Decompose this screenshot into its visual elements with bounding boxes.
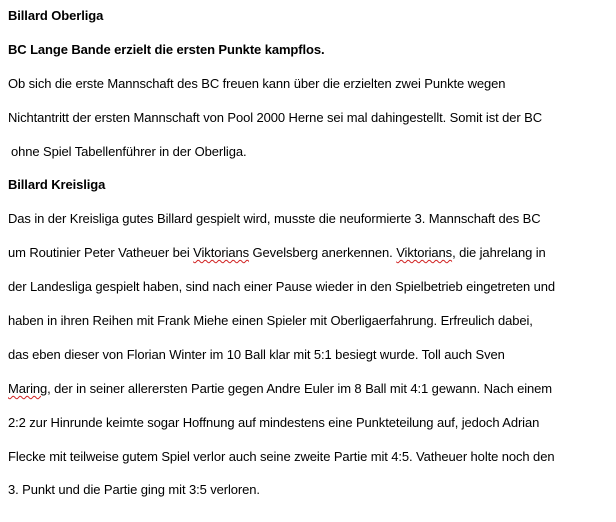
document-body [8, 8, 612, 516]
spellcheck-flagged-word[interactable]: Viktorians [396, 245, 453, 261]
text-run: um Routinier Peter Vatheuer bei [8, 245, 194, 261]
section-heading-kreisliga: Billard Kreisliga [8, 177, 106, 193]
paragraph-line: haben in ihren Reihen mit Frank Miehe einen Spieler mit Oberligaerfahrung. Erfreulich dabei, [8, 313, 533, 329]
spellcheck-flagged-word[interactable]: Maring [8, 380, 48, 396]
section-heading-oberliga: Billard Oberliga [8, 8, 104, 23]
spellcheck-flagged-word[interactable]: Viktorians [193, 245, 250, 261]
paragraph-line [8, 245, 612, 261]
paragraph-line [8, 381, 612, 397]
paragraph-line: Nichtantritt der ersten Mannschaft von Pool 2000 Herne sei mal dahingestellt. Somit ist der BC [8, 109, 542, 125]
article-headline: BC Lange Bande erzielt die ersten Punkte kampflos. [8, 41, 325, 57]
paragraph-line: der Landesliga gespielt haben, sind nach einer Pause wieder in den Spielbetrieb eingetreten und [8, 279, 556, 295]
paragraph-line: 2:2 zur Hinrunde keimte sogar Hoffnung auf mindestens eine Punkteteilung auf, jedoch Adrian [8, 414, 540, 430]
paragraph-line: ohne Spiel Tabellenführer in der Oberliga. [11, 143, 247, 159]
text-run: , der in seiner allerersten Partie gegen Andre Euler im 8 Ball mit 4:1 gewann. Nach einem [47, 380, 553, 396]
paragraph-line: das eben dieser von Florian Winter im 10 Ball klar mit 5:1 besiegt wurde. Toll auch Sven [8, 346, 505, 362]
text-run: Gevelsberg anerkennen. [249, 245, 397, 261]
text-run: , die jahrelang in [452, 245, 546, 261]
paragraph-line: Flecke mit teilweise gutem Spiel verlor auch seine zweite Partie mit 4:5. Vatheuer holte noch den [8, 448, 555, 464]
paragraph-line: Ob sich die erste Mannschaft des BC freuen kann über die erzielten zwei Punkte wegen [8, 75, 506, 91]
paragraph-line: 3. Punkt und die Partie ging mit 3:5 verloren. [8, 482, 260, 498]
paragraph-line: Das in der Kreisliga gutes Billard gespielt wird, musste die neuformierte 3. Mannschaft des BC [8, 211, 541, 227]
